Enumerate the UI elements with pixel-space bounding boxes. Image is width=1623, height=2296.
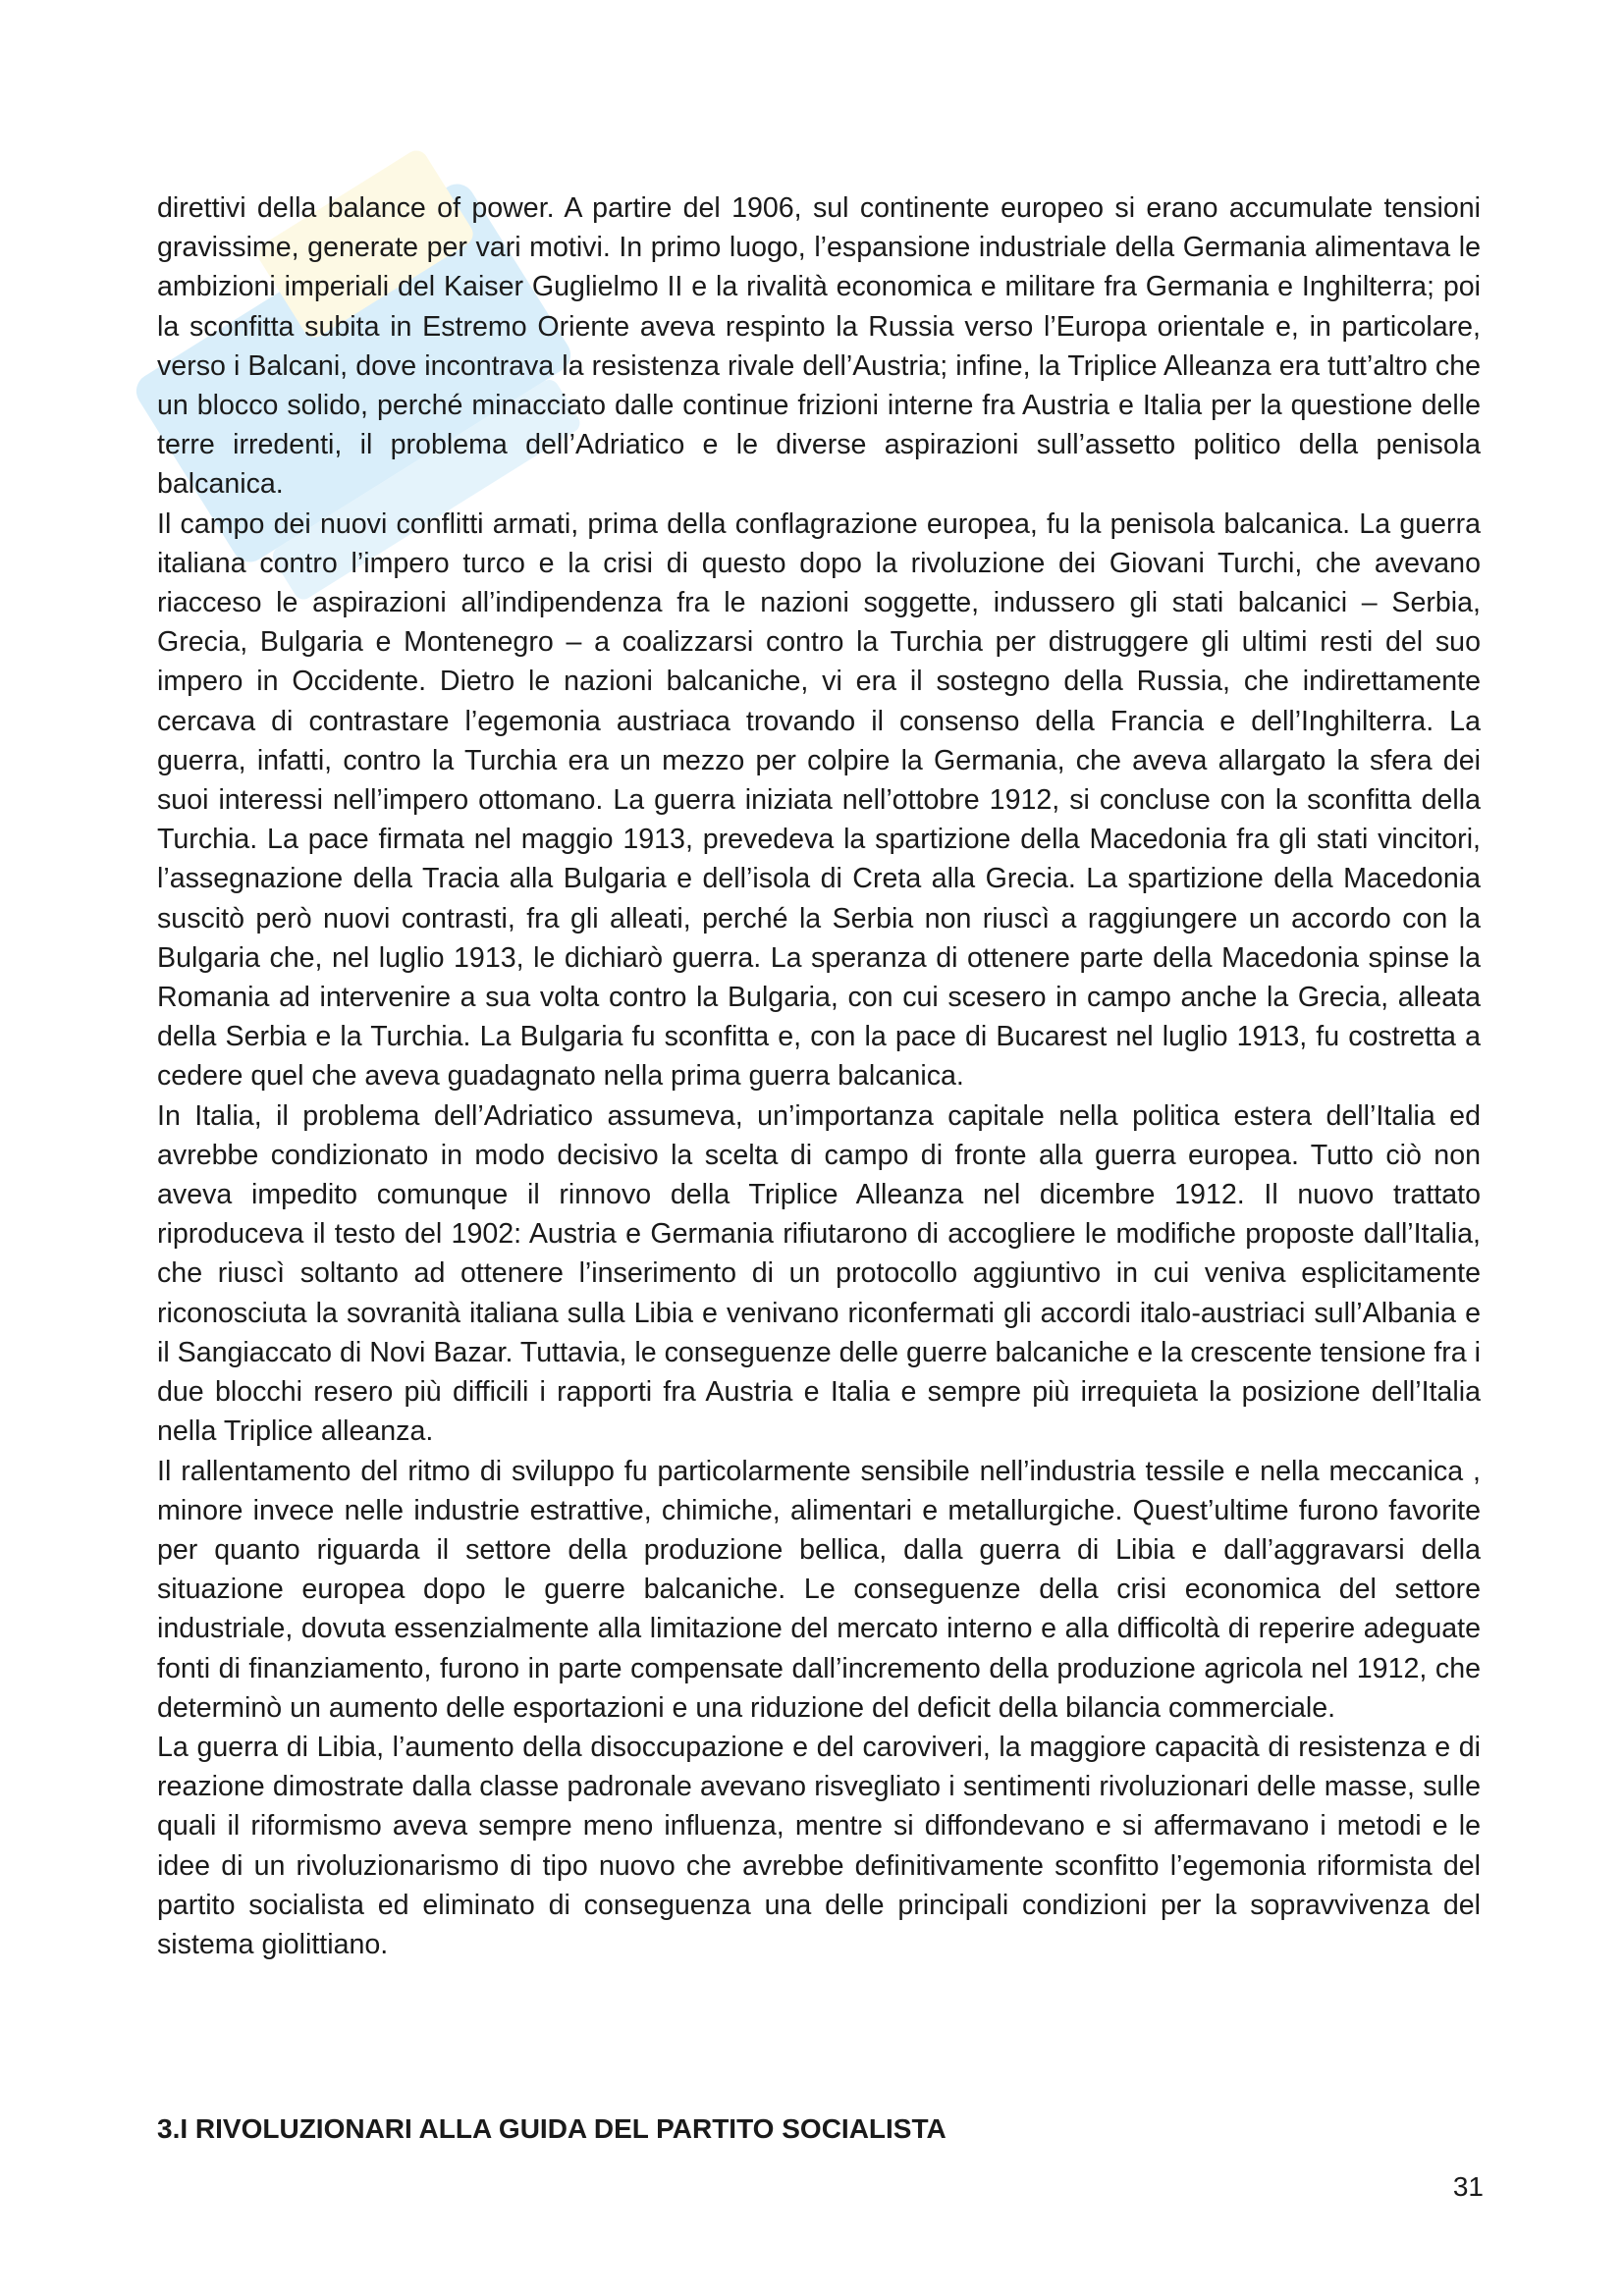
section-heading: 3.I RIVOLUZIONARI ALLA GUIDA DEL PARTITO SOCIALISTA bbox=[157, 2113, 947, 2144]
paragraph-1: direttivi della balance of power. A partire del 1906, sul continente europeo si erano accumulate tensioni gravissime, generate per vari motivi. In primo luogo, l’espansione industriale della Germania alimentava le ambizioni imperiali del Kaiser Guglielmo II e la rivalità economica e militare fra Germania e Inghilterra; poi la sconfitta subita in Estremo Oriente aveva respinto la Russia verso l’Europa orientale e, in particolare, verso i Balcani, dove incontrava la resistenza rivale dell’Austria; infine, la Triplice Alleanza era tutt’altro che un blocco solido, perché minacciato dalle continue frizioni interne fra Austria e Italia per la questione delle terre irredenti, il problema dell’Adriatico e le diverse aspirazioni sull’assetto politico della penisola balcanica. bbox=[157, 192, 1481, 501]
paragraph-4: Il rallentamento del ritmo di sviluppo fu particolarmente sensibile nell’industria tessile e nella meccanica , minore invece nelle industrie estrattive, chimiche, alimentari e metallurgiche. Quest’ultime furono favorite per quanto riguarda il settore della produzione bellica, dalla guerra di Libia e dall’aggravarsi della situazione europea dopo le guerre balcaniche. Le conseguenze della crisi economica del settore industriale, dovuta essenzialmente alla limitazione del mercato interno e alla difficoltà di reperire adeguate fonti di finanziamento, furono in parte compensate dall’incremento della produzione agricola nel 1912, che determinò un aumento delle esportazioni e una riduzione del deficit della bilancia commerciale. bbox=[157, 1455, 1481, 1724]
document-body bbox=[157, 188, 1481, 1964]
paragraph-3: In Italia, il problema dell’Adriatico assumeva, un’importanza capitale nella politica estera dell’Italia ed avrebbe condizionato in modo decisivo la scelta di campo di fronte alla guerra europea. Tutto ciò non aveva impedito comunque il rinnovo della Triplice Alleanza nel dicembre 1912. Il nuovo trattato riproduceva il testo del 1902: Austria e Germania rifiutarono di accogliere le modifiche proposte dall’Italia, che riuscì soltanto ad ottenere l’inserimento di un protocollo aggiuntivo in cui veniva esplicitamente riconosciuta la sovranità italiana sulla Libia e venivano riconfermati gli accordi italo-austriaci sull’Albania e il Sangiaccato di Novi Bazar. Tuttavia, le conseguenze delle guerre balcaniche e la crescente tensione fra i due blocchi resero più difficili i rapporti fra Austria e Italia e sempre più irrequieta la posizione dell’Italia nella Triplice alleanza. bbox=[157, 1099, 1481, 1448]
page-number: 31 bbox=[1452, 2171, 1484, 2202]
paragraph-2: Il campo dei nuovi conflitti armati, prima della conflagrazione europea, fu la penisola balcanica. La guerra italiana contro l’impero turco e la crisi di questo dopo la rivoluzione dei Giovani Turchi, che avevano riacceso le aspirazioni all’indipendenza fra le nazioni soggette, indussero gli stati balcanici – Serbia, Grecia, Bulgaria e Montenegro – a coalizzarsi contro la Turchia per distruggere gli ultimi resti del suo impero in Occidente. Dietro le nazioni balcaniche, vi era il sostegno della Russia, che indirettamente cercava di contrastare l’egemonia austriaca trovando il consenso della Francia e dell’Inghilterra. La guerra, infatti, contro la Turchia era un mezzo per colpire la Germania, che aveva allargato la sfera dei suoi interessi nell’impero ottomano. La guerra iniziata nell’ottobre 1912, si concluse con la sconfitta della Turchia. La pace firmata nel maggio 1913, prevedeva la spartizione della Macedonia fra gli stati vincitori, l’assegnazione della Tracia alla Bulgaria e dell’isola di Creta alla Grecia. La spartizione della Macedonia suscitò però nuovi contrasti, fra gli alleati, perché la Serbia non riuscì a raggiungere un accordo con la Bulgaria che, nel luglio 1913, le dichiarò guerra. La speranza di ottenere parte della Macedonia spinse la Romania ad intervenire a sua volta contro la Bulgaria, con cui scesero in campo anche la Grecia, alleata della Serbia e la Turchia. La Bulgaria fu sconfitta e, con la pace di Bucarest nel luglio 1913, fu costretta a cedere quel che aveva guadagnato nella prima guerra balcanica. bbox=[157, 507, 1481, 1093]
paragraph-5: La guerra di Libia, l’aumento della disoccupazione e del caroviveri, la maggiore capacità di resistenza e di reazione dimostrate dalla classe padronale avevano risvegliato i sentimenti rivoluzionari delle masse, sulle quali il riformismo aveva sempre meno influenza, mentre si diffondevano e si affermavano i metodi e le idee di un rivoluzionarismo di tipo nuovo che avrebbe definitivamente sconfitto l’egemonia riformista del partito socialista ed eliminato di conseguenza una delle principali condizioni per la sopravvivenza del sistema giolittiano. bbox=[157, 1731, 1481, 1960]
